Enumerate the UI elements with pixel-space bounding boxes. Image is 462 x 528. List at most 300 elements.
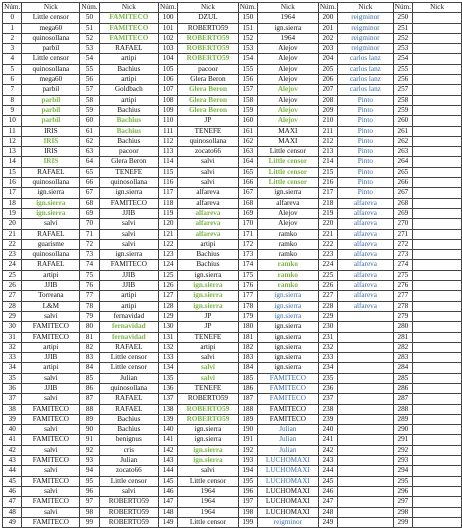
num-cell: 24 xyxy=(3,260,22,270)
nick-cell xyxy=(338,404,394,414)
num-cell: 220 xyxy=(318,219,337,229)
nick-cell xyxy=(413,435,462,445)
num-cell: 226 xyxy=(318,281,337,291)
num-cell: 63 xyxy=(80,147,99,157)
nick-cell: salvi xyxy=(178,157,238,167)
table-row xyxy=(3,332,462,342)
nick-cell: ign.sierra xyxy=(178,435,238,445)
nick-cell xyxy=(413,13,462,23)
num-cell: 133 xyxy=(158,353,177,363)
nick-cell: L&M xyxy=(22,301,80,311)
num-cell: 8 xyxy=(3,95,22,105)
nick-cell: reigminor xyxy=(258,517,319,527)
num-cell: 61 xyxy=(80,126,99,136)
nick-cell xyxy=(413,486,462,496)
num-cell: 62 xyxy=(80,136,99,146)
nick-cell xyxy=(413,507,462,517)
num-cell: 163 xyxy=(238,147,257,157)
header-num: Núm. xyxy=(239,3,256,11)
num-cell: 26 xyxy=(3,281,22,291)
nick-cell xyxy=(338,435,394,445)
table-row xyxy=(3,229,462,239)
nick-cell: salvi xyxy=(178,363,238,373)
nick-cell: JJIB xyxy=(22,281,80,291)
nick-cell: Little censor xyxy=(178,517,238,527)
num-cell: 164 xyxy=(238,157,257,167)
nick-cell: carlos lanz xyxy=(338,64,394,74)
num-cell: 203 xyxy=(318,44,337,54)
nick-cell: quinosollana xyxy=(22,250,80,260)
nick-cell: ROBERTO59 xyxy=(178,23,238,33)
num-cell: 237 xyxy=(318,394,337,404)
nick-cell: Little censor xyxy=(258,167,319,177)
num-cell: 3 xyxy=(3,44,22,54)
num-cell: 165 xyxy=(238,167,257,177)
num-cell: 174 xyxy=(238,260,257,270)
nick-cell xyxy=(338,311,394,321)
nick-cell: ROBERTO59 xyxy=(178,414,238,424)
num-cell: 170 xyxy=(238,219,257,229)
num-cell: 209 xyxy=(318,105,337,115)
nick-cell: RAFAEL xyxy=(99,394,158,404)
nick-cell: quinosollana xyxy=(178,136,238,146)
num-cell: 144 xyxy=(158,466,177,476)
table-row xyxy=(3,198,462,208)
nick-cell: FAMITECO xyxy=(258,394,319,404)
num-cell: 263 xyxy=(393,147,412,157)
table-row xyxy=(3,507,462,517)
nick-cell: FAMITECO xyxy=(22,414,80,424)
num-cell: 261 xyxy=(393,126,412,136)
nick-cell: Little censor xyxy=(22,54,80,64)
num-cell: 99 xyxy=(80,517,99,527)
nick-cell: benignus xyxy=(99,435,158,445)
table-row xyxy=(3,404,462,414)
nick-cell xyxy=(413,332,462,342)
nick-cell: alfareva xyxy=(338,229,394,239)
nick-cell: parbil xyxy=(22,44,80,54)
nick-cell: ROBERTO59 xyxy=(99,507,158,517)
nick-cell: Alejov xyxy=(258,208,319,218)
nick-cell: fernavidad xyxy=(99,322,158,332)
num-cell: 57 xyxy=(80,85,99,95)
num-cell: 269 xyxy=(393,208,412,218)
num-cell: 255 xyxy=(393,64,412,74)
num-cell: 242 xyxy=(318,445,337,455)
nick-cell: quinosollana xyxy=(22,178,80,188)
num-cell: 149 xyxy=(158,517,177,527)
nick-cell: Glera Beron xyxy=(99,157,158,167)
table-row xyxy=(3,425,462,435)
nick-cell: fernavidad xyxy=(99,332,158,342)
nick-cell xyxy=(413,517,462,527)
nick-cell: Little censor xyxy=(99,353,158,363)
num-cell: 108 xyxy=(158,95,177,105)
num-cell: 69 xyxy=(80,208,99,218)
nick-cell: alfareva xyxy=(178,188,238,198)
header-num: Núm. xyxy=(319,3,336,11)
nick-table xyxy=(2,2,462,528)
num-cell: 217 xyxy=(318,188,337,198)
nick-cell: salvi xyxy=(178,353,238,363)
nick-cell: mega60 xyxy=(22,75,80,85)
table-row xyxy=(3,270,462,280)
num-cell: 132 xyxy=(158,342,177,352)
num-cell: 127 xyxy=(158,291,177,301)
nick-cell xyxy=(338,497,394,507)
nick-cell: FAMITECO xyxy=(22,476,80,486)
nick-cell: ign.sierra xyxy=(258,291,319,301)
num-cell: 66 xyxy=(80,178,99,188)
nick-cell: Little censor xyxy=(258,178,319,188)
num-cell: 172 xyxy=(238,239,257,249)
num-cell: 51 xyxy=(80,23,99,33)
num-cell: 182 xyxy=(238,342,257,352)
num-cell: 222 xyxy=(318,239,337,249)
num-cell: 46 xyxy=(3,486,22,496)
nick-cell: Little censor xyxy=(178,476,238,486)
num-cell: 155 xyxy=(238,64,257,74)
num-cell: 248 xyxy=(318,507,337,517)
num-cell: 198 xyxy=(238,507,257,517)
num-cell: 187 xyxy=(238,394,257,404)
nick-cell: parbil xyxy=(22,95,80,105)
num-cell: 94 xyxy=(80,466,99,476)
nick-cell: Glera Beron xyxy=(178,75,238,85)
num-cell: 44 xyxy=(3,466,22,476)
nick-cell: ign.sierra xyxy=(258,311,319,321)
table-row xyxy=(3,44,462,54)
num-cell: 48 xyxy=(3,507,22,517)
num-cell: 152 xyxy=(238,33,257,43)
num-cell: 171 xyxy=(238,229,257,239)
nick-cell: JJIB xyxy=(99,270,158,280)
num-cell: 278 xyxy=(393,301,412,311)
nick-cell: quinosollana xyxy=(99,178,158,188)
nick-cell: alfareva xyxy=(338,281,394,291)
nick-cell: salvi xyxy=(99,219,158,229)
nick-cell xyxy=(413,373,462,383)
nick-cell xyxy=(413,44,462,54)
num-cell: 243 xyxy=(318,456,337,466)
num-cell: 218 xyxy=(318,198,337,208)
nick-cell xyxy=(413,281,462,291)
nick-cell: 1964 xyxy=(178,497,238,507)
nick-cell: artipi xyxy=(99,75,158,85)
nick-cell: salvi xyxy=(178,373,238,383)
table-row xyxy=(3,445,462,455)
num-cell: 233 xyxy=(318,353,337,363)
num-cell: 259 xyxy=(393,105,412,115)
nick-cell: ramko xyxy=(258,281,319,291)
num-cell: 251 xyxy=(393,23,412,33)
num-cell: 167 xyxy=(238,188,257,198)
table-row xyxy=(3,414,462,424)
num-cell: 244 xyxy=(318,466,337,476)
nick-cell: Alejov xyxy=(258,44,319,54)
num-cell: 71 xyxy=(80,229,99,239)
nick-cell: Pinto xyxy=(338,95,394,105)
nick-cell xyxy=(413,414,462,424)
num-cell: 55 xyxy=(80,64,99,74)
nick-cell xyxy=(338,332,394,342)
num-cell: 140 xyxy=(158,425,177,435)
num-cell: 256 xyxy=(393,75,412,85)
nick-cell: FAMITECO xyxy=(22,435,80,445)
nick-cell xyxy=(413,342,462,352)
num-cell: 181 xyxy=(238,332,257,342)
header-nick: Nick xyxy=(413,3,462,13)
nick-cell: Julian xyxy=(258,425,319,435)
num-cell: 225 xyxy=(318,270,337,280)
table-row xyxy=(3,136,462,146)
num-cell: 67 xyxy=(80,188,99,198)
nick-cell: Alejov xyxy=(258,54,319,64)
nick-cell: artipi xyxy=(22,363,80,373)
num-cell: 118 xyxy=(158,198,177,208)
num-cell: 65 xyxy=(80,167,99,177)
num-cell: 204 xyxy=(318,54,337,64)
nick-cell: Pinto xyxy=(338,178,394,188)
num-cell: 168 xyxy=(238,198,257,208)
nick-cell xyxy=(338,373,394,383)
nick-cell: FAMITECO xyxy=(99,23,158,33)
table-row xyxy=(3,239,462,249)
num-cell: 284 xyxy=(393,363,412,373)
num-cell: 42 xyxy=(3,445,22,455)
table-row xyxy=(3,342,462,352)
nick-cell: Bachius xyxy=(99,425,158,435)
num-cell: 195 xyxy=(238,476,257,486)
nick-cell: ign.sierra xyxy=(258,301,319,311)
num-cell: 87 xyxy=(80,394,99,404)
num-cell: 257 xyxy=(393,85,412,95)
nick-cell xyxy=(413,136,462,146)
num-cell: 270 xyxy=(393,219,412,229)
nick-cell: ramko xyxy=(258,260,319,270)
nick-cell: salvi xyxy=(22,425,80,435)
num-cell: 114 xyxy=(158,157,177,167)
nick-cell: quinosollana xyxy=(22,64,80,74)
num-cell: 29 xyxy=(3,311,22,321)
nick-cell: Pinto xyxy=(338,126,394,136)
num-cell: 274 xyxy=(393,260,412,270)
nick-cell: FAMITECO xyxy=(22,332,80,342)
nick-cell: reigminor xyxy=(338,33,394,43)
header-num: Núm. xyxy=(160,3,177,11)
num-cell: 236 xyxy=(318,383,337,393)
num-cell: 287 xyxy=(393,394,412,404)
num-cell: 290 xyxy=(393,425,412,435)
num-cell: 249 xyxy=(318,517,337,527)
table-row xyxy=(3,497,462,507)
nick-cell xyxy=(413,105,462,115)
num-cell: 28 xyxy=(3,301,22,311)
num-cell: 250 xyxy=(393,13,412,23)
num-cell: 93 xyxy=(80,456,99,466)
nick-cell: TENEFE xyxy=(178,332,238,342)
nick-cell: Little censor xyxy=(22,13,80,23)
num-cell: 178 xyxy=(238,301,257,311)
num-cell: 104 xyxy=(158,54,177,64)
num-cell: 18 xyxy=(3,198,22,208)
nick-cell xyxy=(413,363,462,373)
table-row xyxy=(3,54,462,64)
num-cell: 219 xyxy=(318,208,337,218)
num-cell: 150 xyxy=(238,13,257,23)
nick-cell xyxy=(413,188,462,198)
header-nick: Nick xyxy=(178,3,238,13)
nick-cell: alfareva xyxy=(178,219,238,229)
num-cell: 179 xyxy=(238,311,257,321)
table-row xyxy=(3,75,462,85)
nick-cell: ign.sierra xyxy=(258,342,319,352)
nick-cell: reigminor xyxy=(338,13,394,23)
nick-cell xyxy=(413,497,462,507)
num-cell: 82 xyxy=(80,342,99,352)
num-cell: 110 xyxy=(158,116,177,126)
num-cell: 205 xyxy=(318,64,337,74)
nick-cell: Little censor xyxy=(258,147,319,157)
table-row xyxy=(3,394,462,404)
nick-cell: alfareva xyxy=(338,301,394,311)
nick-cell xyxy=(413,75,462,85)
num-cell: 12 xyxy=(3,136,22,146)
nick-cell: alfareva xyxy=(258,198,319,208)
nick-cell: RAFAEL xyxy=(22,260,80,270)
nick-cell xyxy=(338,445,394,455)
nick-cell: 1964 xyxy=(178,486,238,496)
nick-cell: alfareva xyxy=(338,239,394,249)
num-cell: 4 xyxy=(3,54,22,64)
nick-cell xyxy=(413,260,462,270)
num-cell: 5 xyxy=(3,64,22,74)
num-cell: 190 xyxy=(238,425,257,435)
num-cell: 228 xyxy=(318,301,337,311)
nick-cell: mega60 xyxy=(22,23,80,33)
nick-cell: artipi xyxy=(99,95,158,105)
nick-cell xyxy=(413,250,462,260)
num-cell: 216 xyxy=(318,178,337,188)
num-cell: 103 xyxy=(158,44,177,54)
nick-cell xyxy=(413,301,462,311)
num-cell: 130 xyxy=(158,322,177,332)
num-cell: 14 xyxy=(3,157,22,167)
num-cell: 196 xyxy=(238,486,257,496)
num-cell: 254 xyxy=(393,54,412,64)
nick-cell: pacoor xyxy=(178,64,238,74)
num-cell: 146 xyxy=(158,486,177,496)
nick-cell: TENEFE xyxy=(178,126,238,136)
nick-cell: ign.sierra xyxy=(22,188,80,198)
table-row xyxy=(3,466,462,476)
num-cell: 282 xyxy=(393,342,412,352)
nick-cell xyxy=(338,476,394,486)
header-num: Núm. xyxy=(394,3,411,11)
num-cell: 296 xyxy=(393,486,412,496)
num-cell: 92 xyxy=(80,445,99,455)
num-cell: 30 xyxy=(3,322,22,332)
num-cell: 74 xyxy=(80,260,99,270)
num-cell: 184 xyxy=(238,363,257,373)
num-cell: 215 xyxy=(318,167,337,177)
num-cell: 280 xyxy=(393,322,412,332)
nick-cell xyxy=(338,414,394,424)
nick-cell: FAMITECO xyxy=(22,322,80,332)
nick-cell: alfareva xyxy=(178,229,238,239)
num-cell: 129 xyxy=(158,311,177,321)
nick-cell: alfareva xyxy=(178,198,238,208)
nick-cell: RAFAEL xyxy=(22,167,80,177)
num-cell: 112 xyxy=(158,136,177,146)
nick-cell: JP xyxy=(178,116,238,126)
num-cell: 56 xyxy=(80,75,99,85)
num-cell: 241 xyxy=(318,435,337,445)
num-cell: 52 xyxy=(80,33,99,43)
num-cell: 264 xyxy=(393,157,412,167)
num-cell: 88 xyxy=(80,404,99,414)
nick-cell: Little censor xyxy=(99,363,158,373)
table-row xyxy=(3,322,462,332)
num-cell: 121 xyxy=(158,229,177,239)
nick-cell: ramko xyxy=(258,239,319,249)
num-cell: 9 xyxy=(3,105,22,115)
num-cell: 78 xyxy=(80,301,99,311)
num-cell: 194 xyxy=(238,466,257,476)
nick-cell: salvi xyxy=(22,445,80,455)
num-cell: 25 xyxy=(3,270,22,280)
nick-cell xyxy=(338,456,394,466)
nick-cell: 1964 xyxy=(258,13,319,23)
table-row xyxy=(3,456,462,466)
num-cell: 275 xyxy=(393,270,412,280)
nick-cell: ign.sierra xyxy=(258,353,319,363)
nick-cell: Pinto xyxy=(338,105,394,115)
nick-cell: Torreana xyxy=(22,291,80,301)
num-cell: 156 xyxy=(238,75,257,85)
nick-cell xyxy=(413,270,462,280)
nick-cell: ROBERTO59 xyxy=(178,394,238,404)
nick-cell: ign.sierra xyxy=(258,188,319,198)
nick-cell xyxy=(338,466,394,476)
header-num: Núm. xyxy=(4,3,21,11)
num-cell: 39 xyxy=(3,414,22,424)
nick-cell xyxy=(413,353,462,363)
num-cell: 101 xyxy=(158,23,177,33)
num-cell: 123 xyxy=(158,250,177,260)
nick-cell: IRIS xyxy=(22,147,80,157)
num-cell: 177 xyxy=(238,291,257,301)
nick-cell: zocato66 xyxy=(178,147,238,157)
nick-cell: alfareva xyxy=(338,198,394,208)
table-row xyxy=(3,85,462,95)
num-cell: 15 xyxy=(3,167,22,177)
nick-cell xyxy=(413,476,462,486)
num-cell: 260 xyxy=(393,116,412,126)
nick-cell: alfareva xyxy=(338,260,394,270)
nick-cell xyxy=(338,383,394,393)
nick-cell: Glera Beron xyxy=(178,95,238,105)
nick-cell: JP xyxy=(178,322,238,332)
num-cell: 247 xyxy=(318,497,337,507)
num-cell: 230 xyxy=(318,322,337,332)
nick-cell: ROBERTO59 xyxy=(178,33,238,43)
nick-cell: ign.sierra xyxy=(22,208,80,218)
table-row xyxy=(3,301,462,311)
num-cell: 253 xyxy=(393,44,412,54)
nick-cell: JJIB xyxy=(22,383,80,393)
nick-cell: FAMITECO xyxy=(258,404,319,414)
